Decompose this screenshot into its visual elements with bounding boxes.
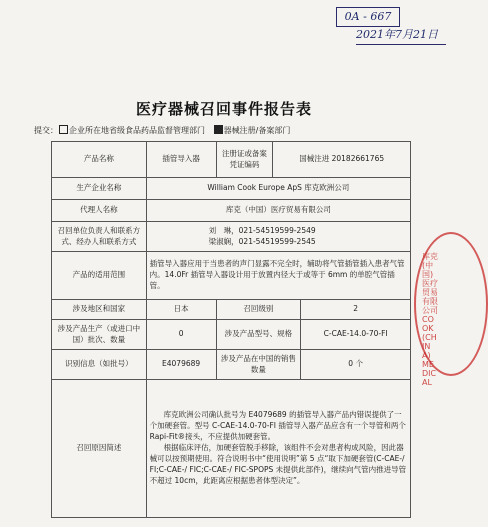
reg-no-label: 注册证或备案凭证编码 [216,142,273,178]
reason-label: 召回原因简述 [52,380,147,518]
submit-option-province: 企业所在地省级食品药品监督管理部门 [69,126,205,135]
handwritten-code: 0A - 667 [336,7,400,27]
contact-person-2: 梁淑娴，021-54519599-2545 [208,236,316,246]
contact-value [146,222,410,252]
seal-text: 库克(中国)医疗贸易有限公司 COOK (CHINA) MEDICAL [422,252,438,387]
batch-label: 涉及产品生产（或进口中国）批次、数量 [52,320,147,350]
batch-value: 0 [146,320,216,350]
model-value: C-CAE-14.0-70-FI [301,320,411,350]
reason-value [146,380,410,518]
reason-paragraph-2: 根据临床评估，加硬套管脱手移除，该组件不会对患者构成风险，因此器械可以按预期使用。符合说明书中“使用说明”第 5 点“取下加硬套管(C-CAE-/ FI;C-CAE-/ FIC;C-CAE-/ FIC-SPOPS 未提供此部件)，继续向气管内推进导管不超过 10cm，此距离应根据患者体型决定”。 [149,443,407,485]
contact-label: 召回单位负责人和联系方式、经办人和联系方式 [52,222,147,252]
reg-no-value: 国械注进 20182661765 [273,142,411,178]
submit-line [34,125,414,136]
agent-value: 库克（中国）医疗贸易有限公司 [146,200,410,222]
region-value: 日本 [146,300,216,320]
manufacturer-value: William Cook Europe ApS 库克欧洲公司 [146,178,410,200]
scope-label: 产品的适用范围 [52,252,147,300]
scope-value: 插管导入器应用于当患者的声门显露不完全时，辅助将气管插管插入患者气管内。14.0Fr 插管导入器设计用于放置内径大于或等于 6mm 的单腔气管插管。 [146,252,410,300]
level-value: 2 [301,300,411,320]
sales-label: 涉及产品在中国的销售数量 [216,350,301,380]
agent-label: 代理人名称 [52,200,147,222]
reason-paragraph-1: 库克欧洲公司确认批号为 E4079689 的插管导入器产品内错误提供了一个加硬套管。型号 C-CAE-14.0-70-FI 插管导入器产品应含有一个导管和两个 Rapi-Fit®接头，不应提供加硬套管。 [149,410,406,442]
contact-person-1: 刘 琳，021-54519599-2549 [208,225,316,235]
page-title: 医疗器械召回事件报告表 [135,100,312,118]
model-label: 涉及产品型号、规格 [216,320,301,350]
report-table [51,141,411,518]
checkbox-registration-icon[interactable] [214,125,223,134]
sales-value: 0 个 [301,350,411,380]
level-label: 召回级别 [216,300,301,320]
id-label: 识别信息（如批号） [52,350,147,380]
company-seal [414,232,488,387]
checkbox-province-icon[interactable] [59,125,68,134]
manufacturer-label: 生产企业名称 [52,178,147,200]
submit-label: 提交： [34,126,58,135]
submit-option-registration: 器械注册/备案部门 [223,126,291,135]
product-name-label: 产品名称 [52,142,147,178]
region-label: 涉及地区和国家 [52,300,147,320]
handwritten-date: 2021年7月21日 [356,26,446,45]
product-name-value: 插管导入器 [146,142,216,178]
id-value: E4079689 [146,350,216,380]
